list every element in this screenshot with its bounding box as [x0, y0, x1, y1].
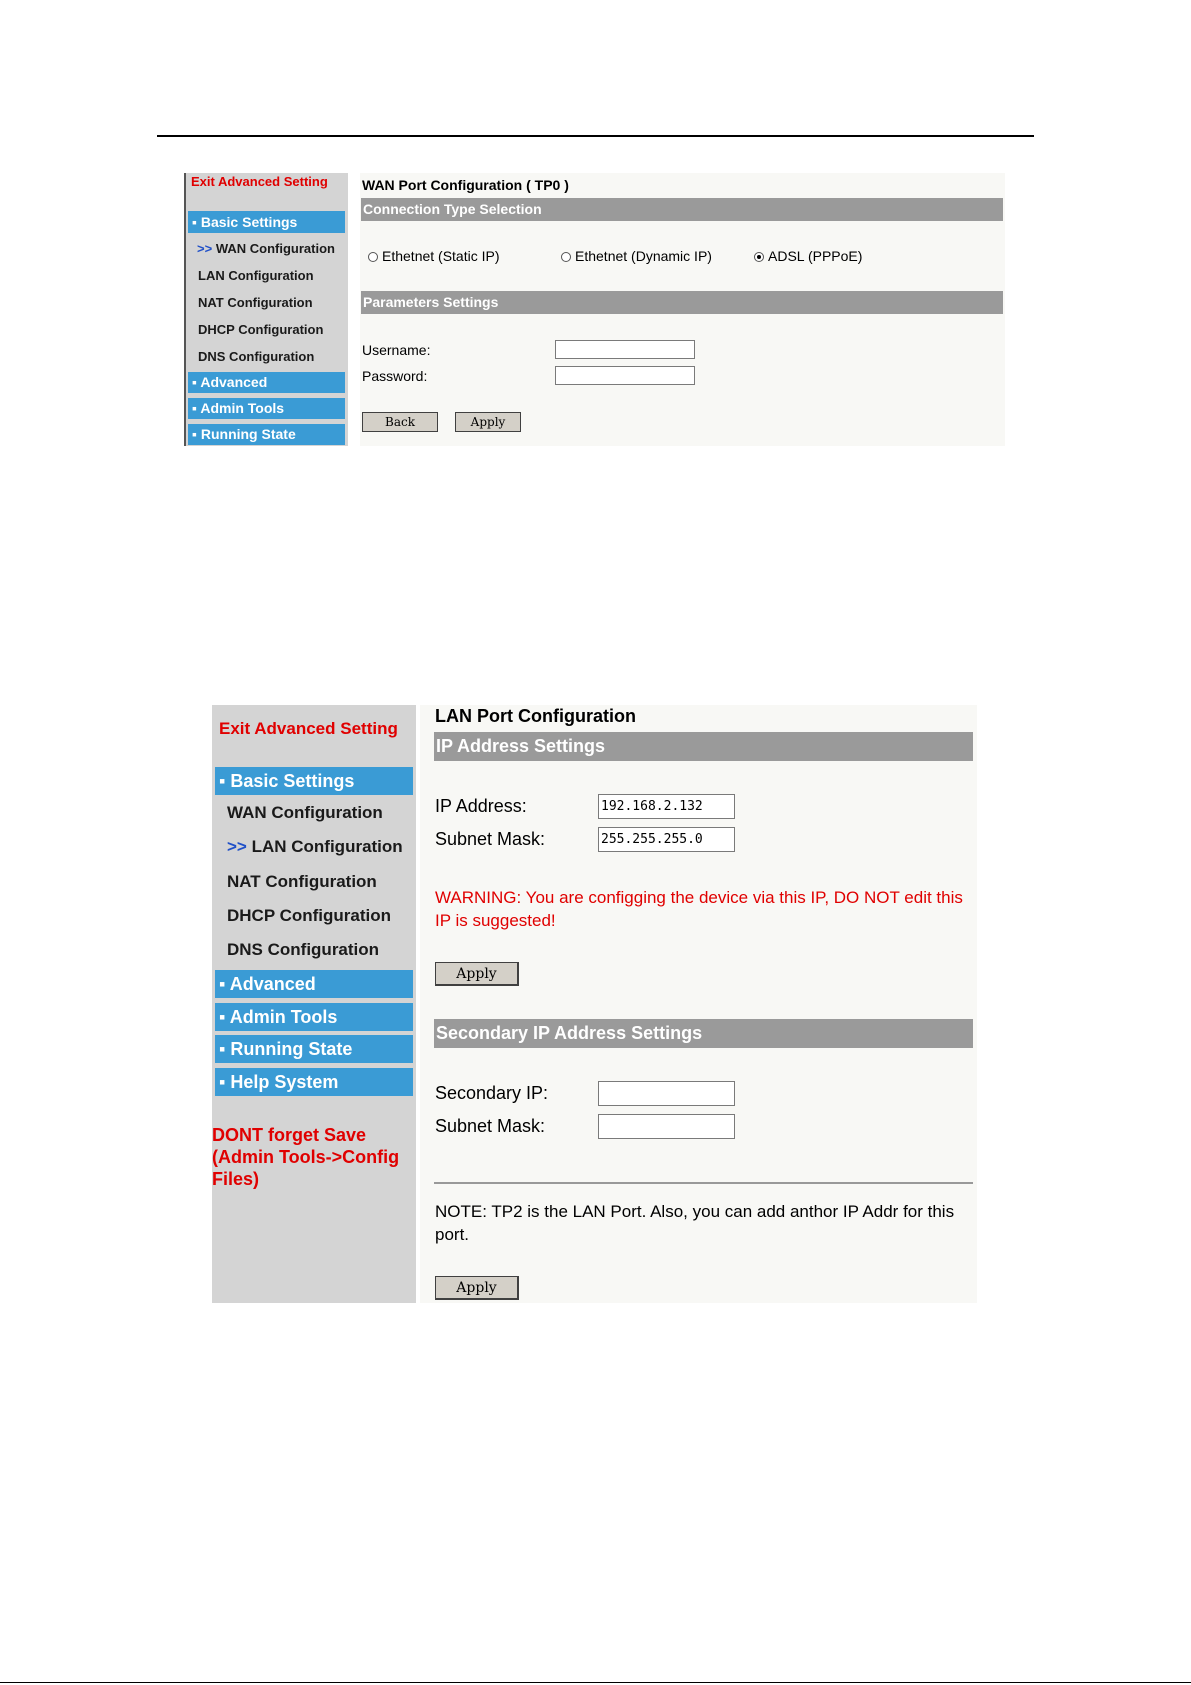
wan-basic-settings-menu[interactable]: ▪ Basic Settings — [188, 211, 345, 233]
wan-username-label: Username: — [362, 342, 431, 358]
wan-connection-type-header: Connection Type Selection — [361, 198, 1003, 221]
lan-running-state-menu[interactable]: ▪ Running State — [215, 1035, 413, 1063]
wan-radio-dynamic-ip[interactable] — [561, 248, 712, 264]
wan-advanced-menu[interactable]: ▪ Advanced — [188, 372, 345, 393]
wan-radio-adsl-pppoe-dot[interactable] — [754, 252, 764, 262]
lan-warning-text: WARNING: You are configging the device via this IP, DO NOT edit this IP is suggested! — [435, 888, 963, 930]
wan-active-arrow: >> — [197, 241, 213, 256]
lan-note-text: NOTE: TP2 is the LAN Port. Also, you can add anthor IP Addr for this port. — [435, 1202, 955, 1244]
lan-secondary-ip-label: Secondary IP: — [435, 1083, 549, 1103]
wan-radio-static-ip-dot[interactable] — [368, 252, 378, 262]
lan-sidebar-item-dhcp[interactable]: DHCP Configuration — [227, 906, 392, 925]
lan-sidebar-item-dns[interactable]: DNS Configuration — [227, 940, 380, 959]
lan-sidebar-item-lan[interactable] — [227, 837, 403, 857]
lan-help-system-menu[interactable]: ▪ Help System — [215, 1068, 413, 1096]
wan-radio-static-ip[interactable] — [368, 248, 500, 264]
wan-sidebar-item-lan[interactable]: LAN Configuration — [198, 268, 314, 283]
lan-secondary-mask-label: Subnet Mask: — [435, 1116, 546, 1136]
wan-radio-adsl-pppoe[interactable] — [754, 248, 862, 264]
wan-sidebar-item-wan-label: WAN Configuration — [215, 241, 335, 256]
lan-apply-secondary-button[interactable]: Apply — [435, 1276, 519, 1300]
lan-sidebar-item-nat[interactable]: NAT Configuration — [227, 872, 377, 891]
lan-sidebar-item-wan[interactable]: WAN Configuration — [227, 803, 383, 822]
lan-secondary-ip-input[interactable] — [598, 1081, 735, 1106]
wan-username-input[interactable] — [555, 340, 695, 359]
wan-password-input[interactable] — [555, 366, 695, 385]
lan-admin-tools-menu[interactable]: ▪ Admin Tools — [215, 1003, 413, 1031]
wan-parameters-header: Parameters Settings — [361, 291, 1003, 314]
lan-ip-address-input[interactable] — [598, 794, 735, 819]
wan-sidebar-item-dhcp[interactable]: DHCP Configuration — [198, 322, 324, 337]
lan-ip-address-label: IP Address: — [435, 796, 527, 816]
wan-exit-advanced-link[interactable]: Exit Advanced Setting — [191, 174, 328, 189]
wan-page-title: WAN Port Configuration ( TP0 ) — [362, 177, 569, 193]
wan-password-label: Password: — [362, 368, 428, 384]
wan-running-state-menu[interactable]: ▪ Running State — [188, 424, 345, 445]
wan-radio-adsl-pppoe-label: ADSL (PPPoE) — [768, 248, 863, 264]
lan-active-arrow: >> — [227, 837, 247, 856]
wan-radio-dynamic-ip-label: Ethetnet (Dynamic IP) — [575, 248, 712, 264]
lan-exit-advanced-link[interactable]: Exit Advanced Setting — [219, 719, 398, 738]
lan-ip-settings-header: IP Address Settings — [434, 732, 973, 761]
lan-apply-button[interactable]: Apply — [435, 962, 519, 986]
lan-basic-settings-menu[interactable]: ▪ Basic Settings — [215, 767, 413, 795]
lan-subnet-mask-label: Subnet Mask: — [435, 829, 546, 849]
lan-section-divider — [434, 1182, 973, 1184]
wan-radio-dynamic-ip-dot[interactable] — [561, 252, 571, 262]
header-rule — [157, 135, 1034, 137]
wan-sidebar-item-dns[interactable]: DNS Configuration — [198, 349, 315, 364]
lan-secondary-ip-header: Secondary IP Address Settings — [434, 1019, 973, 1048]
lan-save-reminder: DONT forget Save (Admin Tools->Config Files) — [212, 1125, 400, 1189]
wan-back-button[interactable]: Back — [362, 412, 438, 432]
lan-subnet-mask-input[interactable] — [598, 827, 735, 852]
lan-advanced-menu[interactable]: ▪ Advanced — [215, 970, 413, 998]
wan-radio-static-ip-label: Ethetnet (Static IP) — [382, 248, 500, 264]
lan-sidebar-item-lan-label: LAN Configuration — [251, 837, 403, 856]
wan-sidebar-item-wan[interactable] — [197, 241, 335, 256]
lan-secondary-mask-input[interactable] — [598, 1114, 735, 1139]
wan-sidebar-item-nat[interactable]: NAT Configuration — [198, 295, 313, 310]
lan-page-title: LAN Port Configuration — [435, 706, 636, 726]
wan-apply-button[interactable]: Apply — [455, 412, 521, 432]
footer-rule — [0, 1682, 1191, 1683]
wan-admin-tools-menu[interactable]: ▪ Admin Tools — [188, 398, 345, 419]
